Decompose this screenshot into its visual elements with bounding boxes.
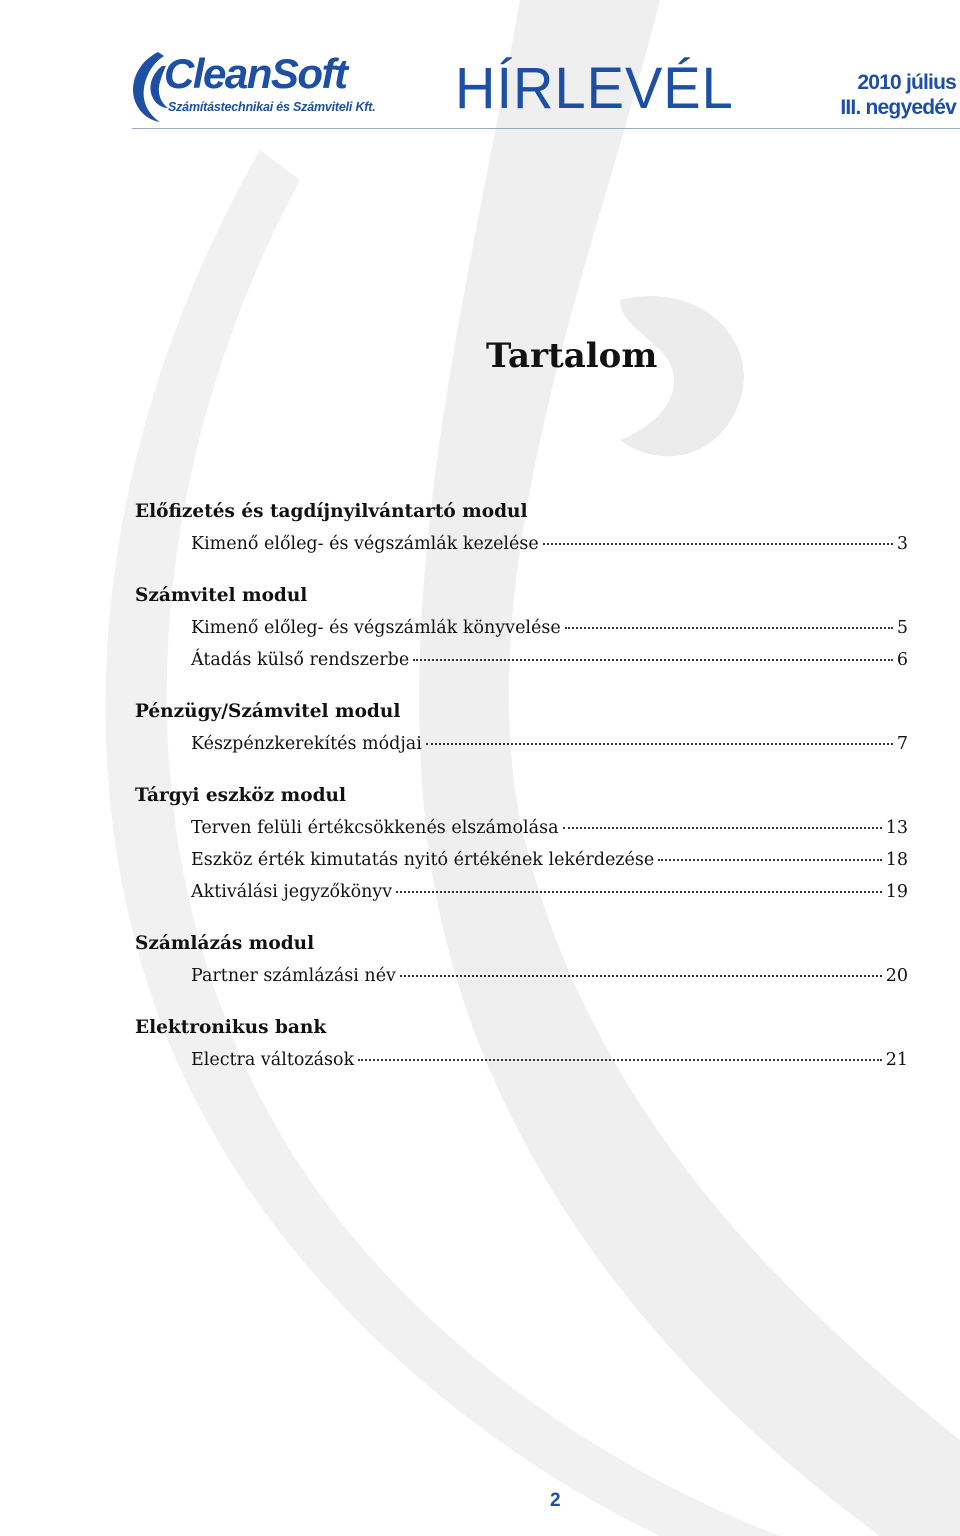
toc-entry-page: 21 xyxy=(885,1050,908,1070)
logo-text: CleanSoft xyxy=(164,50,347,97)
toc-entry-label: Kimenő előleg- és végszámlák könyvelése xyxy=(191,618,561,638)
toc-section-title: Számvitel modul xyxy=(135,585,308,606)
page-number: 2 xyxy=(550,1490,561,1511)
toc-leader-dots xyxy=(358,1059,882,1061)
toc-entry[interactable] xyxy=(191,644,908,676)
toc-entry[interactable] xyxy=(191,876,908,908)
toc-entry[interactable] xyxy=(191,812,908,844)
toc-entry-page: 7 xyxy=(896,734,908,754)
toc-entry-page: 3 xyxy=(896,534,908,554)
table-of-contents xyxy=(135,496,908,1096)
page-title: Tartalom xyxy=(486,336,658,376)
toc-entry-label: Átadás külső rendszerbe xyxy=(191,650,410,670)
cleansoft-logo xyxy=(124,48,374,126)
toc-entry[interactable] xyxy=(191,960,908,992)
toc-leader-dots xyxy=(565,627,893,629)
toc-entry-label: Aktiválási jegyzőkönyv xyxy=(191,882,393,902)
toc-entry-page: 18 xyxy=(885,850,908,870)
toc-section-title: Számlázás modul xyxy=(135,933,315,954)
toc-leader-dots xyxy=(413,659,893,661)
toc-section-title: Előfizetés és tagdíjnyilvántartó modul xyxy=(135,501,528,522)
toc-leader-dots xyxy=(543,543,893,545)
toc-section xyxy=(135,780,908,908)
newsletter-title: HÍRLEVÉL xyxy=(455,54,734,121)
toc-entry-page: 5 xyxy=(896,618,908,638)
toc-entry[interactable] xyxy=(191,612,908,644)
toc-section-title: Pénzügy/Számvitel modul xyxy=(135,701,401,722)
edition-date: 2010 július xyxy=(857,71,956,94)
toc-entry-label: Kimenő előleg- és végszámlák kezelése xyxy=(191,534,539,554)
toc-entry[interactable] xyxy=(191,844,908,876)
toc-entry-page: 6 xyxy=(896,650,908,670)
edition-info xyxy=(840,70,956,120)
toc-entry[interactable] xyxy=(191,1044,908,1076)
toc-entry[interactable] xyxy=(191,528,908,560)
toc-leader-dots xyxy=(400,975,882,977)
toc-entry-label: Partner számlázási név xyxy=(191,966,396,986)
toc-section xyxy=(135,496,908,560)
toc-leader-dots xyxy=(426,743,893,745)
toc-section xyxy=(135,696,908,760)
newsletter-header xyxy=(0,0,960,130)
toc-leader-dots xyxy=(563,827,882,829)
toc-leader-dots xyxy=(396,891,882,893)
edition-quarter: III. negyedév xyxy=(840,96,956,119)
toc-section-title: Tárgyi eszköz modul xyxy=(135,785,347,806)
logo-subtitle: Számítástechnikai és Számviteli Kft. xyxy=(168,100,376,114)
toc-section xyxy=(135,580,908,676)
toc-section-title: Elektronikus bank xyxy=(135,1017,327,1038)
toc-section xyxy=(135,1012,908,1076)
header-divider xyxy=(132,128,960,129)
toc-entry-label: Készpénzkerekítés módjai xyxy=(191,734,422,754)
toc-entry-page: 20 xyxy=(885,966,908,986)
toc-entry-label: Eszköz érték kimutatás nyitó értékének lekérdezése xyxy=(191,850,655,870)
toc-entry-label: Terven felüli értékcsökkenés elszámolása xyxy=(191,818,559,838)
toc-entry-page: 19 xyxy=(885,882,908,902)
toc-entry[interactable] xyxy=(191,728,908,760)
toc-entry-page: 13 xyxy=(885,818,908,838)
toc-entry-label: Electra változások xyxy=(191,1050,355,1070)
toc-leader-dots xyxy=(658,859,881,861)
toc-section xyxy=(135,928,908,992)
